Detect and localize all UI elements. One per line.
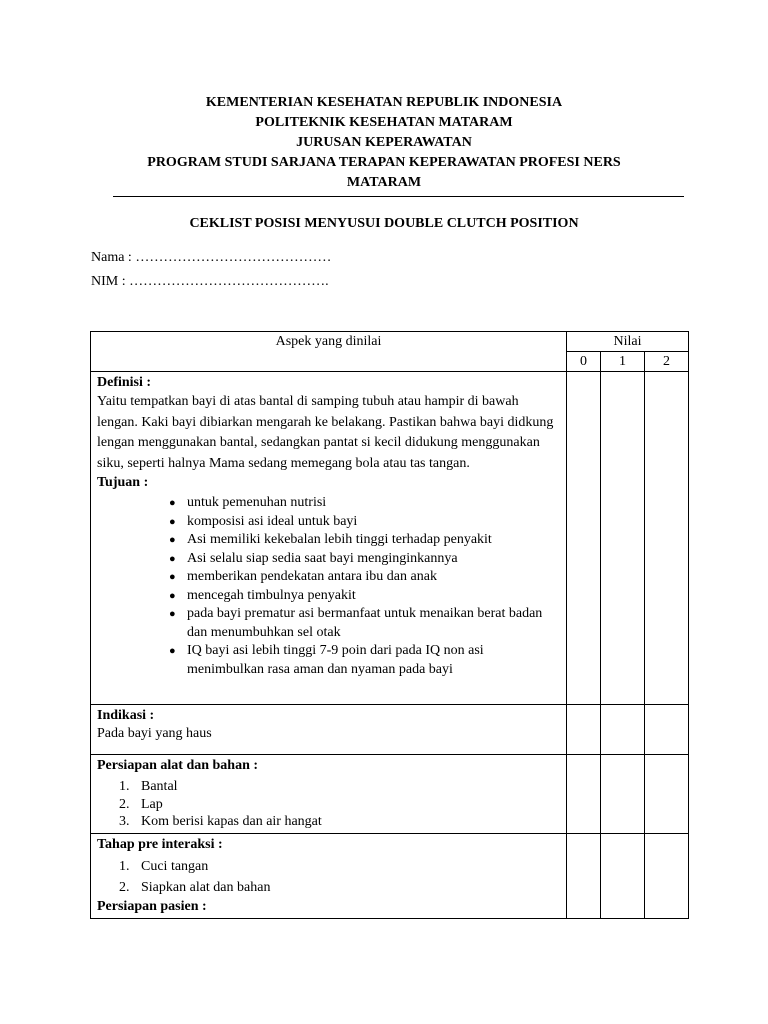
list-item: 2. Siapkan alat dan bahan (119, 879, 271, 895)
score-0-cell[interactable] (567, 705, 601, 755)
score-1-cell[interactable] (601, 705, 645, 755)
document-title: CEKLIST POSISI MENYUSUI DOUBLE CLUTCH POSITION (189, 216, 579, 231)
score-1-header: 1 (601, 352, 645, 372)
indication-text: Pada bayi yang haus (97, 726, 212, 741)
score-0-cell[interactable] (567, 372, 601, 705)
bullet-icon: ● (169, 515, 176, 528)
table-row (91, 755, 689, 834)
score-2-header: 2 (645, 352, 689, 372)
list-item: ● komposisi asi ideal untuk bayi (187, 513, 560, 532)
student-id-field: NIM : ……………………………………. (91, 274, 329, 289)
checklist-table (90, 331, 689, 919)
list-item: ● Asi selalu siap sedia saat bayi menginginkannya (187, 550, 560, 569)
score-2-cell[interactable] (645, 755, 689, 834)
score-1-cell[interactable] (601, 372, 645, 705)
definition-label: Definisi : (97, 375, 152, 390)
list-item: 1. Cuci tangan (119, 858, 209, 874)
equipment-cell (91, 755, 567, 834)
score-1-cell[interactable] (601, 833, 645, 918)
pre-interaction-cell (91, 833, 567, 918)
list-item: ● pada bayi prematur asi bermanfaat untuk menaikan berat badan dan menumbuhkan sel otak (169, 606, 543, 640)
name-field: Nama : …………………………………… (91, 250, 332, 265)
list-item: 2. Lap (119, 796, 163, 812)
header-ministry: KEMENTERIAN KESEHATAN REPUBLIK INDONESIA (205, 95, 563, 110)
header-city: MATARAM (346, 175, 422, 190)
list-item: ● untuk pemenuhan nutrisi (187, 494, 560, 513)
header-score: Nilai (567, 332, 689, 352)
pre-interaction-label: Tahap pre interaksi : (97, 836, 223, 852)
bullet-icon: ● (169, 534, 176, 546)
list-item: ● IQ bayi asi lebih tinggi 7-9 poin dari pada IQ non asi menimbulkan rasa aman dan nyaman pada bayi (169, 643, 484, 677)
list-item: ● memberikan pendekatan antara ibu dan anak (187, 568, 560, 587)
bullet-icon: ● (169, 589, 176, 602)
bullet-icon: ● (169, 608, 176, 620)
equipment-label: Persiapan alat dan bahan : (97, 758, 259, 773)
list-item: ● Asi memiliki kekebalan lebih tinggi terhadap penyakit (187, 531, 560, 550)
table-row (91, 372, 689, 705)
header-polytechnic: POLITEKNIK KESEHATAN MATARAM (255, 115, 513, 130)
header-aspect: Aspek yang dinilai (91, 332, 567, 372)
indication-label: Indikasi : (97, 708, 155, 723)
table-row (91, 705, 689, 755)
indication-cell (91, 705, 567, 755)
bullet-icon: ● (169, 497, 176, 509)
table-row (91, 833, 689, 918)
list-item: ● mencegah timbulnya penyakit (187, 587, 560, 606)
list-item: 1. Bantal (119, 779, 178, 794)
patient-prep-label: Persiapan pasien : (97, 898, 207, 914)
definition-text: Yaitu tempatkan bayi di atas bantal di samping tubuh atau hampir di bawah lengan. Kaki bayi dibiarkan mengarah ke belakang. Pastikan bahwa bayi didkung lengan menggunakan bantal, sedangkan pantat si kecil didukung menggunakan siku, seperti halnya Mama sedang memegang bola atau tas tangan. (97, 394, 554, 471)
score-2-cell[interactable] (645, 833, 689, 918)
score-2-cell[interactable] (645, 372, 689, 705)
score-2-cell[interactable] (645, 705, 689, 755)
header-department: JURUSAN KEPERAWATAN (296, 135, 472, 150)
institution-header (0, 93, 768, 193)
bullet-icon: ● (169, 645, 176, 657)
definition-cell (91, 372, 567, 705)
score-0-header: 0 (567, 352, 601, 372)
header-divider (113, 196, 684, 197)
equipment-list (97, 778, 560, 831)
pre-interaction-list (97, 856, 560, 898)
bullet-icon: ● (169, 571, 176, 583)
list-item: 3. Kom berisi kapas dan air hangat (119, 814, 322, 829)
score-0-cell[interactable] (567, 833, 601, 918)
score-0-cell[interactable] (567, 755, 601, 834)
score-1-cell[interactable] (601, 755, 645, 834)
header-program: PROGRAM STUDI SARJANA TERAPAN KEPERAWATAN PROFESI NERS (147, 155, 621, 170)
bullet-icon: ● (169, 552, 176, 565)
purpose-list (97, 494, 560, 679)
purpose-label: Tujuan : (97, 475, 149, 490)
